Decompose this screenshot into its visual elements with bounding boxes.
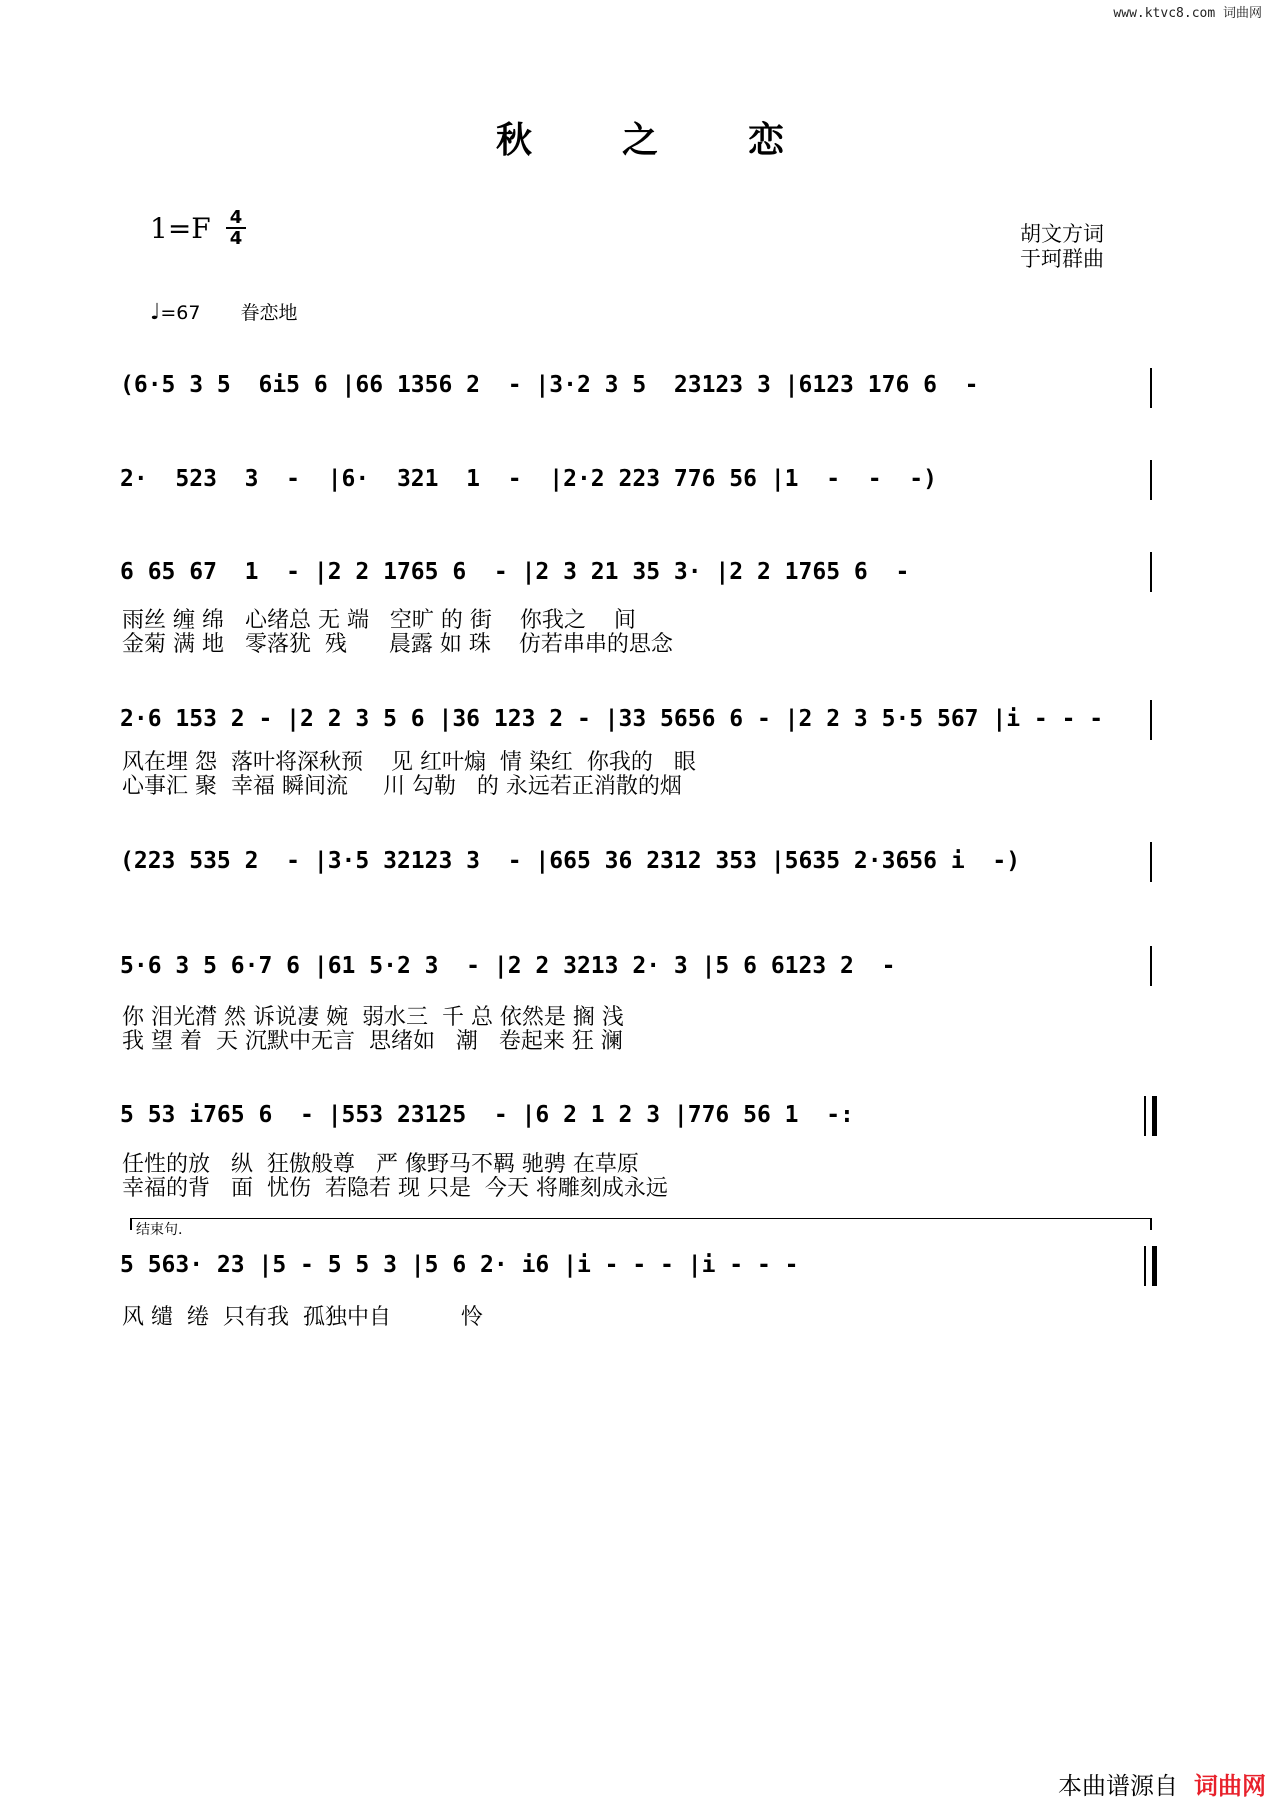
lyric-line: 我 望 着 天 沉默中无言 思绪如 潮 卷起来 狂 澜 <box>122 1029 623 1054</box>
repeat-barline <box>1144 1096 1157 1136</box>
notation-line: 2·6 153 2 - |2 2 3 5 6 |36 123 2 - |33 5656 6 - |2 2 3 5·5 567 |i - - - <box>120 706 1104 732</box>
lyric-line: 金菊 满 地 零落犹 残 晨露 如 珠 仿若串串的思念 <box>122 632 673 657</box>
expression-marking: 眷恋地 <box>240 302 298 324</box>
site-watermark-url: www.ktvc8.com 词曲网 <box>1113 6 1262 21</box>
barline <box>1150 946 1152 986</box>
lyric-line: 幸福的背 面 忧伤 若隐若 现 只是 今天 将雕刻成永远 <box>122 1176 668 1201</box>
notation-line: 5 53 i765 6 - |553 23125 - |6 2 1 2 3 |776 56 1 -: <box>120 1102 854 1128</box>
song-title: 秋之恋 <box>495 119 874 161</box>
barline <box>1150 368 1152 408</box>
notation-line: 6 65 67 1 - |2 2 1765 6 - |2 3 21 35 3· |2 2 1765 6 - <box>120 559 924 585</box>
volta-label: 结束句. <box>136 1222 183 1238</box>
final-barline <box>1144 1246 1157 1286</box>
notation-line: 5·6 3 5 6·7 6 |61 5·2 3 - |2 2 3213 2· 3 |5 6 6123 2 - <box>120 953 910 979</box>
notation-line: (223 535 2 - |3·5 32123 3 - |665 36 2312 353 |5635 2·3656 i -) <box>120 848 1021 874</box>
volta-bracket <box>130 1218 1151 1219</box>
notation-line: (6·5 3 5 6i5 6 |66 1356 2 - |3·2 3 5 23123 3 |6123 176 6 - <box>120 372 993 398</box>
quarter-note-icon: ♩ <box>150 300 161 325</box>
volta-bracket-end <box>1150 1218 1152 1230</box>
footer-brand: 词曲网 <box>1194 1772 1266 1800</box>
volta-bracket-start <box>130 1218 132 1230</box>
lyric-line: 任性的放 纵 狂傲般尊 严 像野马不羁 驰骋 在草原 <box>122 1152 639 1177</box>
lyric-line: 雨丝 缠 绵 心绪总 无 端 空旷 的 街 你我之 间 <box>122 608 636 633</box>
lyric-line: 风在埋 怨 落叶将深秋预 见 红叶煽 情 染红 你我的 眼 <box>122 750 696 775</box>
lyric-line: 风 缱 绻 只有我 孤独中自 怜 <box>122 1305 483 1330</box>
credits <box>1020 222 1104 272</box>
footer-text: 本曲谱源自 <box>1058 1772 1178 1800</box>
key-signature: 1=F <box>150 212 211 245</box>
composer-credit: 于珂群曲 <box>1020 247 1104 271</box>
time-signature <box>226 208 246 248</box>
lyric-line: 心事汇 聚 幸福 瞬间流 川 勾勒 的 永远若正消散的烟 <box>122 774 682 799</box>
notation-line: 5 563· 23 |5 - 5 5 3 |5 6 2· i6 |i - - - |i - - - <box>120 1252 799 1278</box>
lyric-line: 你 泪光潸 然 诉说凄 婉 弱水三 千 总 依然是 搁 浅 <box>122 1005 624 1030</box>
barline <box>1150 842 1152 882</box>
barline <box>1150 460 1152 500</box>
barline <box>1150 700 1152 740</box>
notation-line: 2· 523 3 - |6· 321 1 - |2·2 223 776 56 |1 - - -) <box>120 466 937 492</box>
tempo-bpm: =67 <box>160 302 201 324</box>
time-signature-bottom: 4 <box>229 228 243 249</box>
barline <box>1150 552 1152 592</box>
lyricist-credit: 胡文方词 <box>1020 222 1104 246</box>
time-signature-top: 4 <box>226 208 246 229</box>
tempo-marking <box>150 298 298 325</box>
source-footer <box>1058 1766 1266 1801</box>
